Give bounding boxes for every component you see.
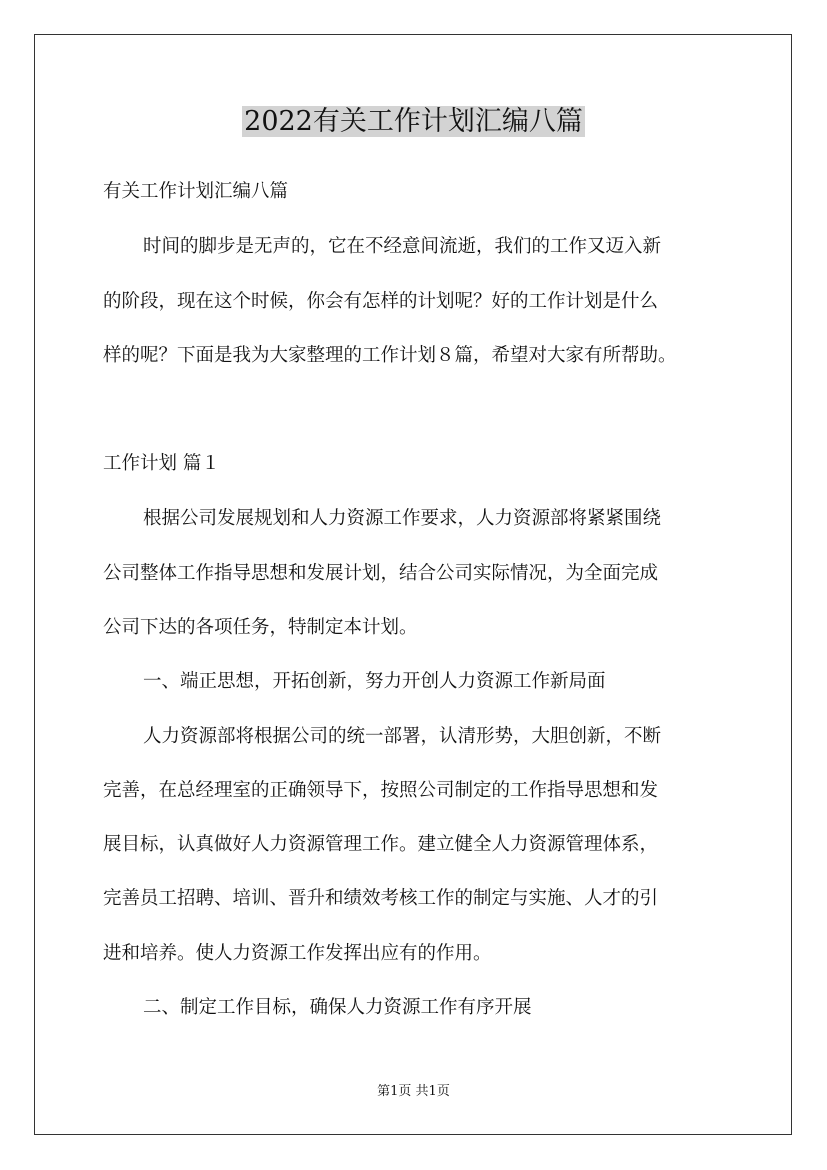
- document-title: [0, 100, 827, 144]
- document-title-text: 2022有关工作计划汇编八篇: [244, 106, 583, 137]
- paragraph-line: 人力资源部将根据公司的统一部署，认清形势，大胆创新，不断: [143, 726, 662, 747]
- document-subtitle: 有关工作计划汇编八篇: [103, 181, 289, 202]
- paragraph-line: 进和培养。使人力资源工作发挥出应有的作用。: [103, 943, 492, 964]
- paragraph-line: 时间的脚步是无声的，它在不经意间流逝，我们的工作又迈入新: [143, 236, 662, 257]
- paragraph-line: 完善，在总经理室的正确领导下，按照公司制定的工作指导思想和发: [103, 780, 659, 801]
- subsection-heading: 二、制定工作目标，确保人力资源工作有序开展: [143, 997, 532, 1018]
- paragraph-line: 的阶段，现在这个时候，你会有怎样的计划呢？好的工作计划是什么: [103, 291, 659, 312]
- paragraph-line: 根据公司发展规划和人力资源工作要求，人力资源部将紧紧围绕: [143, 508, 662, 529]
- paragraph-line: 完善员工招聘、培训、晋升和绩效考核工作的制定与实施、人才的引: [103, 888, 659, 909]
- paragraph-line: 公司整体工作指导思想和发展计划，结合公司实际情况，为全面完成: [103, 563, 659, 584]
- subsection-heading: 一、端正思想，开拓创新，努力开创人力资源工作新局面: [143, 671, 606, 692]
- paragraph-line: 公司下达的各项任务，特制定本计划。: [103, 617, 418, 638]
- section-heading: 工作计划 篇１: [103, 453, 220, 474]
- paragraph-line: 样的呢？下面是我为大家整理的工作计划８篇，希望对大家有所帮助。: [103, 345, 677, 366]
- paragraph-line: 展目标，认真做好人力资源管理工作。建立健全人力资源管理体系，: [103, 834, 659, 855]
- page-footer: 第1页 共1页: [377, 1084, 450, 1099]
